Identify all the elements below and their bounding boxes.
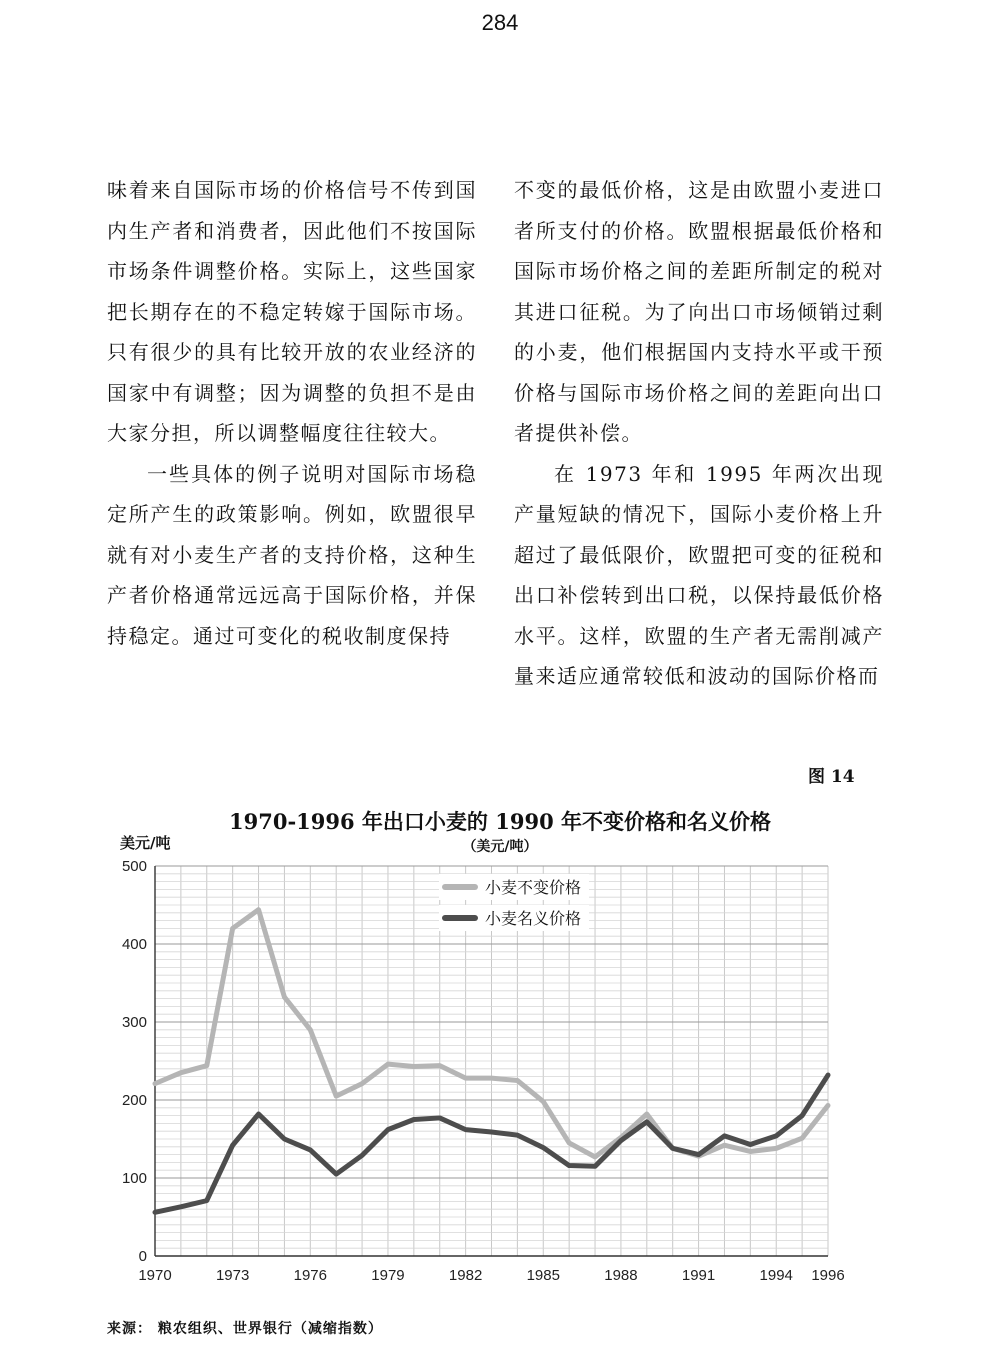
paragraph: 在 1973 年和 1995 年两次出现产量短缺的情况下，国际小麦价格上升超过了最低限价，欧盟把可变的征税和出口补偿转到出口税，以保持最低价格水平。这样，欧盟的生产者无需削减产量来适应通常较低和波动的国际价格而 <box>514 461 884 688</box>
paragraph: 不变的最低价格，这是由欧盟小麦进口者所支付的价格。欧盟根据最低价格和国际市场价格之间的差距所制定的税对其进口征税。为了向出口市场倾销过剩的小麦，他们根据国内支持水平或干预价格与国际市场价格之间的差距向出口者提供补偿。 <box>514 178 884 445</box>
paragraph: 味着来自国际市场的价格信号不传到国内生产者和消费者，因此他们不按国际市场条件调整价格。实际上，这些国家把长期存在的不稳定转嫁于国际市场。只有很少的具有比较开放的农业经济的国家中有调整；因为调整的负担不是由大家分担，所以调整幅度往往较大。 <box>107 178 477 445</box>
legend-label: 小麦不变价格 <box>485 878 582 897</box>
y-tick-label: 0 <box>138 1248 147 1265</box>
y-tick-label: 400 <box>121 936 147 953</box>
y-tick-label: 300 <box>121 1014 147 1031</box>
x-tick-label: 1988 <box>604 1267 638 1284</box>
x-tick-label: 1994 <box>759 1267 793 1284</box>
x-tick-label: 1985 <box>526 1267 560 1284</box>
x-tick-label: 1979 <box>371 1267 405 1284</box>
x-tick-label: 1973 <box>215 1267 250 1284</box>
text-column-right <box>514 170 884 697</box>
x-tick-label: 1976 <box>293 1267 327 1284</box>
chart-subtitle: （美元/吨） <box>462 839 538 855</box>
page-number: 284 <box>481 10 519 35</box>
x-tick-label: 1970 <box>138 1267 172 1284</box>
paragraph: 一些具体的例子说明对国际市场稳定所产生的政策影响。例如，欧盟很早就有对小麦生产者的支持价格，这种生产者价格通常远远高于国际价格，并保持稳定。通过可变化的税收制度保持 <box>107 461 477 648</box>
text-column-left <box>107 170 477 656</box>
y-tick-label: 500 <box>121 858 147 875</box>
line-chart <box>100 850 860 1290</box>
x-tick-label: 1982 <box>448 1267 483 1284</box>
y-tick-label: 100 <box>121 1170 147 1187</box>
x-tick-label: 1996 <box>811 1267 845 1284</box>
legend-label: 小麦名义价格 <box>485 909 582 928</box>
figure-label: 图 14 <box>808 767 855 787</box>
y-axis-label: 美元/吨 <box>120 834 171 852</box>
figure-source: 来源： 粮农组织、世界银行（减缩指数） <box>107 1321 383 1337</box>
y-tick-label: 200 <box>121 1092 147 1109</box>
chart-title: 1970-1996 年出口小麦的 1990 年不变价格和名义价格 <box>229 809 771 834</box>
x-tick-label: 1991 <box>681 1267 716 1284</box>
